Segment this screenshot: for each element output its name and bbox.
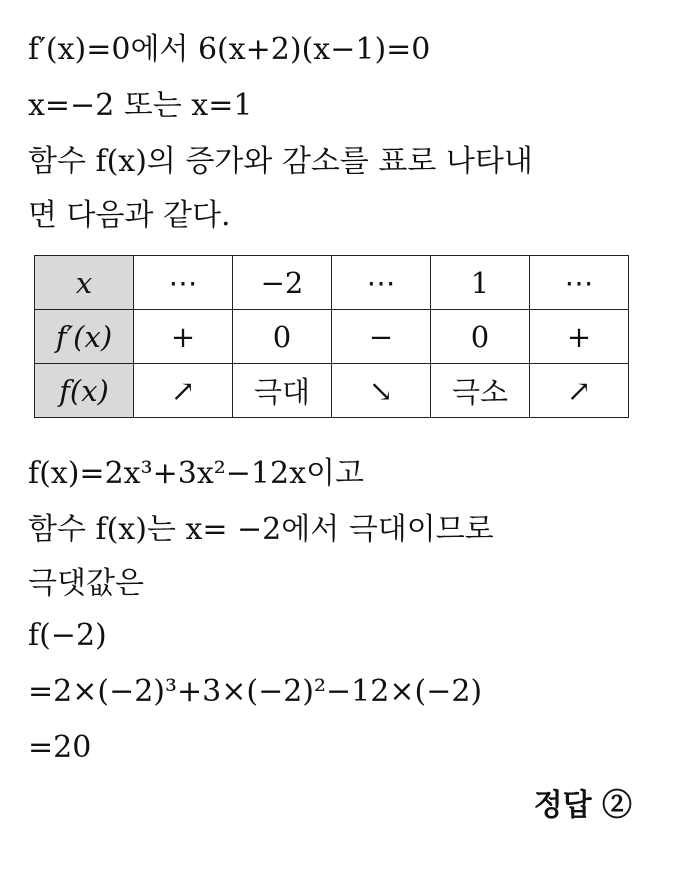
increase-decrease-table [34, 255, 629, 418]
table-cell: ↗ [134, 364, 233, 418]
table-cell: ⋯ [134, 256, 233, 310]
answer-label: 정답 ② [533, 788, 632, 823]
table-cell: −2 [233, 256, 332, 310]
table-cell: 0 [431, 310, 530, 364]
evaluation-line: f(−2) [28, 618, 107, 653]
table-cell: 0 [233, 310, 332, 364]
table-intro-line-2: 면 다음과 같다. [28, 198, 231, 233]
critical-points-line: x=−2 또는 x=1 [28, 88, 253, 123]
table-cell: − [332, 310, 431, 364]
local-max-statement: 함수 f(x)는 x= −2에서 극대이므로 [28, 512, 494, 547]
table-row [35, 364, 629, 418]
local-max-value-label: 극댓값은 [28, 566, 144, 601]
table-cell: 극소 [431, 364, 530, 418]
table-cell: ⋯ [332, 256, 431, 310]
table-header-cell: f(x) [35, 364, 134, 418]
table-cell: ↗ [530, 364, 629, 418]
table-row [35, 256, 629, 310]
function-line: f(x)=2x³+3x²−12x이고 [28, 456, 364, 491]
derivative-zero-line: f′(x)=0에서 6(x+2)(x−1)=0 [28, 32, 431, 67]
table-cell: + [134, 310, 233, 364]
table-row [35, 310, 629, 364]
table-cell: ⋯ [530, 256, 629, 310]
table-cell: 1 [431, 256, 530, 310]
table-header-cell: x [35, 256, 134, 310]
table-cell: ↘ [332, 364, 431, 418]
table-header-cell: f′(x) [35, 310, 134, 364]
computation-line: =2×(−2)³+3×(−2)²−12×(−2) [28, 674, 483, 709]
table-intro-line-1: 함수 f(x)의 증가와 감소를 표로 나타내 [28, 144, 533, 179]
table-cell: 극대 [233, 364, 332, 418]
table-cell: + [530, 310, 629, 364]
result-line: =20 [28, 730, 92, 765]
